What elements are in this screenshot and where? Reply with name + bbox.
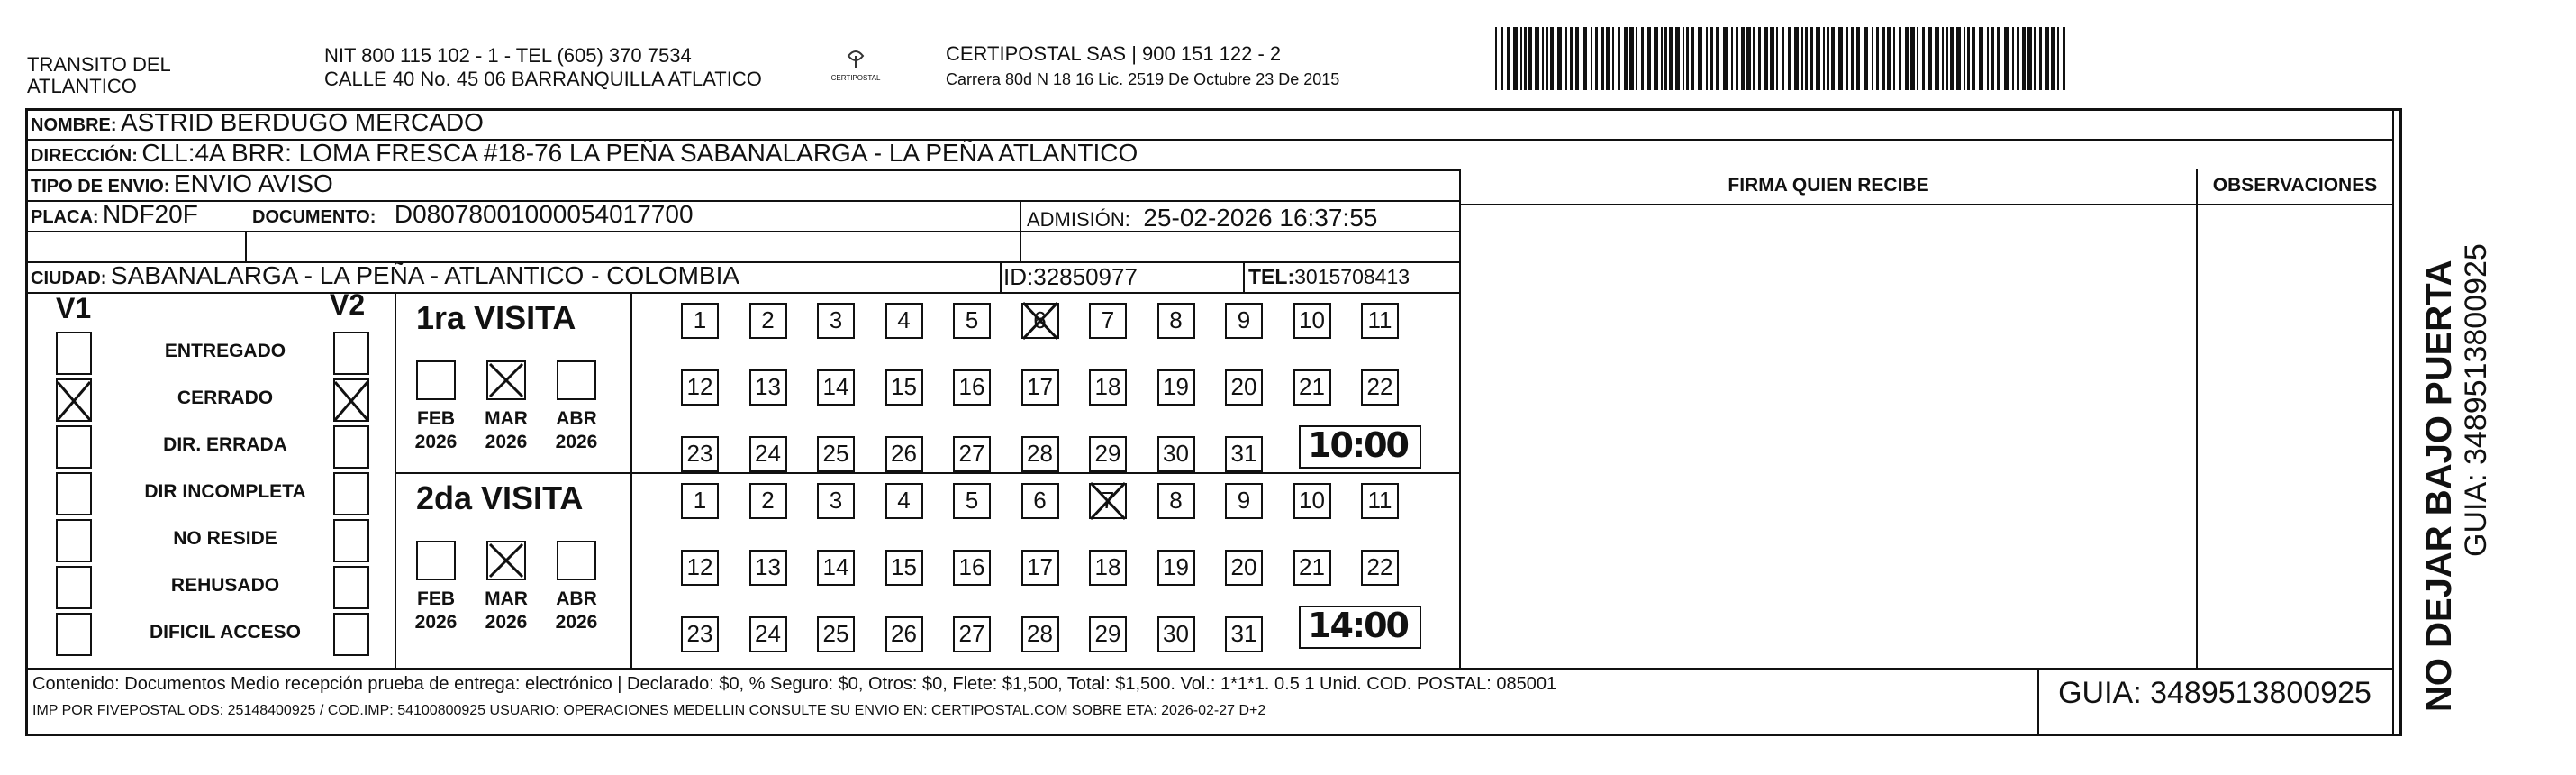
- barcode-bar: [1950, 27, 1954, 90]
- tipo-label: TIPO DE ENVIO:: [31, 177, 170, 196]
- status-v1-checkbox[interactable]: [56, 566, 92, 609]
- day-box[interactable]: 14: [817, 369, 855, 406]
- barcode-bar: [1887, 27, 1891, 90]
- day-box[interactable]: 12: [681, 550, 719, 586]
- barcode-bar: [1810, 27, 1813, 90]
- day-box[interactable]: 6: [1021, 483, 1059, 519]
- observaciones-header: OBSERVACIONES: [2212, 175, 2378, 196]
- day-box[interactable]: 5: [953, 483, 991, 519]
- month-year: 2026: [555, 432, 598, 452]
- placa-label: PLACA:: [31, 207, 99, 227]
- day-box[interactable]: 11: [1361, 483, 1399, 519]
- day-box[interactable]: 25: [817, 616, 855, 652]
- day-box[interactable]: 22: [1361, 369, 1399, 406]
- barcode-bar: [1524, 27, 1527, 90]
- barcode-bar: [2012, 27, 2014, 90]
- barcode-bar: [1851, 27, 1854, 90]
- day-box[interactable]: 24: [749, 616, 787, 652]
- barcode-bar: [1899, 27, 1901, 90]
- barcode-bar: [1905, 27, 1909, 90]
- id-row: [1003, 263, 1138, 291]
- barcode-bar: [1746, 27, 1751, 90]
- barcode-bar: [1618, 27, 1620, 90]
- day-box[interactable]: 4: [885, 483, 923, 519]
- day-box[interactable]: 23: [681, 616, 719, 652]
- day-box[interactable]: 14: [817, 550, 855, 586]
- barcode-bar: [1654, 27, 1658, 90]
- day-box[interactable]: 4: [885, 303, 923, 339]
- day-box[interactable]: 11: [1361, 303, 1399, 339]
- barcode-bar: [1753, 27, 1755, 90]
- day-box[interactable]: 7: [1089, 303, 1127, 339]
- status-v1-checkbox[interactable]: [56, 613, 92, 656]
- barcode-bar: [1629, 27, 1634, 90]
- barcode-bar: [1542, 27, 1544, 90]
- barcode-bar: [1606, 27, 1610, 90]
- nombre-value: ASTRID BERDUGO MERCADO: [121, 108, 484, 136]
- placa-value: NDF20F: [103, 200, 198, 228]
- day-box[interactable]: 28: [1021, 616, 1059, 652]
- status-label: DIFICIL ACCESO: [149, 622, 301, 643]
- barcode-bar: [1495, 27, 1497, 90]
- month-checkbox[interactable]: [557, 541, 596, 580]
- day-box[interactable]: 18: [1089, 550, 1127, 586]
- day-box[interactable]: 20: [1225, 369, 1263, 406]
- status-label: DIR. ERRADA: [163, 434, 287, 455]
- day-box[interactable]: 17: [1021, 550, 1059, 586]
- barcode-bar: [1831, 27, 1835, 90]
- day-box[interactable]: 15: [885, 550, 923, 586]
- admision-value: 25-02-2026 16:37:55: [1143, 204, 1378, 232]
- barcode-bar: [1827, 27, 1829, 90]
- barcode-bar: [2034, 27, 2036, 90]
- day-box[interactable]: 10: [1293, 303, 1331, 339]
- firma-header: FIRMA QUIEN RECIBE: [1728, 175, 1929, 196]
- day-box[interactable]: 29: [1089, 436, 1127, 472]
- month-year: 2026: [485, 612, 528, 633]
- sender-name: TRANSITO DEL ATLANTICO: [27, 53, 170, 97]
- day-box[interactable]: 8: [1157, 483, 1195, 519]
- barcode-bar: [1583, 27, 1587, 90]
- barcode-bar: [1872, 27, 1873, 90]
- status-v2-checkbox[interactable]: [333, 472, 369, 515]
- carrier-name: CERTIPOSTAL SAS | 900 151 122 - 2: [946, 42, 1282, 65]
- day-box[interactable]: 12: [681, 369, 719, 406]
- day-box[interactable]: 10: [1293, 483, 1331, 519]
- observations-area[interactable]: [2200, 207, 2390, 665]
- day-box[interactable]: 30: [1157, 616, 1195, 652]
- barcode-bar: [1788, 27, 1791, 90]
- month-year: 2026: [414, 432, 458, 452]
- barcode-bar: [1928, 27, 1932, 90]
- tipo-row: [31, 169, 333, 198]
- sender-nit: NIT 800 115 102 - 1 - TEL (605) 370 7534: [324, 44, 692, 67]
- barcode-bar: [1997, 27, 2000, 90]
- month-name: ABR: [556, 588, 597, 609]
- id-value: 32850977: [1033, 263, 1138, 290]
- documento-row: [252, 200, 694, 229]
- barcode-bar: [1838, 27, 1843, 90]
- day-box[interactable]: 25: [817, 436, 855, 472]
- day-box[interactable]: 1: [681, 303, 719, 339]
- tel-value: 3015708413: [1294, 265, 1410, 288]
- barcode-bar: [1805, 27, 1808, 90]
- barcode-bar: [1686, 27, 1689, 90]
- barcode-bar: [1575, 27, 1579, 90]
- documento-label: DOCUMENTO:: [252, 207, 376, 227]
- barcode-bar: [1595, 27, 1598, 90]
- day-box[interactable]: 2: [749, 483, 787, 519]
- barcode-bar: [1601, 27, 1604, 90]
- status-v1-checkbox[interactable]: [56, 425, 92, 469]
- documento-value: D08078001000054017700: [394, 200, 694, 228]
- month-checkbox[interactable]: [486, 360, 526, 400]
- day-box[interactable]: 9: [1225, 303, 1263, 339]
- day-box[interactable]: 16: [953, 369, 991, 406]
- tel-label: TEL:: [1248, 265, 1295, 288]
- barcode-bar: [1856, 27, 1860, 90]
- barcode-bar: [1706, 27, 1708, 90]
- barcode-bar: [1801, 27, 1803, 90]
- day-box[interactable]: 27: [953, 436, 991, 472]
- barcode-bar: [1972, 27, 1975, 90]
- day-box[interactable]: 24: [749, 436, 787, 472]
- barcode-bar: [2022, 27, 2026, 90]
- day-box[interactable]: 8: [1157, 303, 1195, 339]
- day-box[interactable]: 3: [817, 483, 855, 519]
- barcode-bar: [1782, 27, 1784, 90]
- admision-label: ADMISIÓN:: [1027, 208, 1130, 231]
- barcode-bar: [1501, 27, 1503, 90]
- barcode-bar: [2027, 27, 2032, 90]
- barcode-bar: [1823, 27, 1825, 90]
- barcode-bar: [1612, 27, 1614, 90]
- day-box[interactable]: 19: [1157, 369, 1195, 406]
- barcode-bar: [1935, 27, 1939, 90]
- barcode-bar: [1736, 27, 1738, 90]
- barcode-bar: [1664, 27, 1667, 90]
- status-v2-checkbox[interactable]: [333, 378, 369, 422]
- id-label: ID:: [1003, 263, 1034, 290]
- day-box[interactable]: 20: [1225, 550, 1263, 586]
- status-v2-checkbox[interactable]: [333, 613, 369, 656]
- day-box[interactable]: 19: [1157, 550, 1195, 586]
- month-checkbox[interactable]: [557, 360, 596, 400]
- barcode-bar: [1917, 27, 1918, 90]
- barcode-bar: [1764, 27, 1768, 90]
- day-box[interactable]: 2: [749, 303, 787, 339]
- barcode-bar: [1565, 27, 1567, 90]
- no-dejar-warning: NO DEJAR BAJO PUERTA: [2419, 260, 2459, 712]
- month-name: MAR: [485, 588, 528, 609]
- barcode-bar: [1570, 27, 1573, 90]
- day-box[interactable]: 1: [681, 483, 719, 519]
- day-box[interactable]: 13: [749, 550, 787, 586]
- barcode-bar: [1550, 27, 1554, 90]
- side-guia: GUIA: 3489513800925: [2459, 243, 2493, 557]
- barcode-bar: [1794, 27, 1799, 90]
- footer-contenido: Contenido: Documentos Medio recepción prueba de entrega: electrónico | Declarado: $0, % Seguro: $0, Otros: $0, Flete: $1,500, Total: $1,500. Vol.: 1*1*1. 0.5 1 Unid. COD. POSTAL: 085001: [32, 674, 1557, 694]
- tel-row: [1248, 265, 1410, 289]
- status-v2-checkbox[interactable]: [333, 425, 369, 469]
- barcode-bar: [1661, 27, 1663, 90]
- barcode-bar: [1946, 27, 1948, 90]
- day-box[interactable]: 31: [1225, 436, 1263, 472]
- day-box[interactable]: 26: [885, 616, 923, 652]
- time-handwritten: 14:00: [1308, 606, 1408, 645]
- barcode-bar: [1741, 27, 1745, 90]
- barcode-bar: [1557, 27, 1562, 90]
- status-v2-checkbox[interactable]: [333, 566, 369, 609]
- logo-text: CERTIPOSTAL: [830, 74, 881, 82]
- month-name: FEB: [417, 588, 455, 609]
- barcode-bar: [1864, 27, 1868, 90]
- barcode-bar: [1669, 27, 1673, 90]
- status-v1-checkbox[interactable]: [56, 332, 92, 375]
- barcode-bar: [1647, 27, 1651, 90]
- barcode-bar: [1535, 27, 1539, 90]
- day-box[interactable]: 17: [1021, 369, 1059, 406]
- barcode-bar: [2063, 27, 2065, 90]
- signature-area[interactable]: [1463, 207, 2194, 665]
- ciudad-row: [31, 261, 739, 290]
- barcode-bar: [1816, 27, 1820, 90]
- nombre-row: [31, 108, 484, 137]
- day-box[interactable]: 27: [953, 616, 991, 652]
- barcode-bar: [1876, 27, 1879, 90]
- ciudad-label: CIUDAD:: [31, 269, 107, 288]
- month-label: [549, 407, 603, 454]
- status-v1-checkbox[interactable]: [56, 519, 92, 562]
- day-box[interactable]: 29: [1089, 616, 1127, 652]
- day-box[interactable]: 26: [885, 436, 923, 472]
- barcode-bar: [1910, 27, 1915, 90]
- barcode-bar: [1758, 27, 1761, 90]
- month-label: [409, 588, 463, 634]
- status-label: REHUSADO: [170, 575, 280, 596]
- barcode-graphic: [1495, 27, 2072, 90]
- admision-row: [1027, 204, 1377, 232]
- day-box[interactable]: 6: [1021, 303, 1059, 339]
- ciudad-value: SABANALARGA - LA PEÑA - ATLANTICO - COLOMBIA: [110, 261, 740, 289]
- barcode-bar: [2017, 27, 2019, 90]
- status-label: DIR INCOMPLETA: [144, 481, 306, 502]
- barcode-bar: [1675, 27, 1680, 90]
- barcode-bar: [1624, 27, 1628, 90]
- day-box[interactable]: 13: [749, 369, 787, 406]
- month-checkbox[interactable]: [416, 360, 456, 400]
- barcode-bar: [1528, 27, 1532, 90]
- nombre-label: NOMBRE:: [31, 115, 117, 135]
- barcode-bar: [1716, 27, 1719, 90]
- status-label: ENTREGADO: [164, 341, 286, 361]
- barcode-bar: [1520, 27, 1522, 90]
- barcode-bar: [1691, 27, 1694, 90]
- direccion-label: DIRECCIÓN:: [31, 146, 138, 166]
- day-box[interactable]: 31: [1225, 616, 1263, 652]
- day-box[interactable]: 28: [1021, 436, 1059, 472]
- placa-row: [31, 200, 198, 229]
- month-name: FEB: [417, 408, 455, 429]
- sender-address: CALLE 40 No. 45 06 BARRANQUILLA ATLATICO: [324, 68, 762, 90]
- month-label: [549, 588, 603, 634]
- month-year: 2026: [485, 432, 528, 452]
- day-box[interactable]: 21: [1293, 369, 1331, 406]
- barcode-bar: [2057, 27, 2059, 90]
- barcode-bar: [1710, 27, 1713, 90]
- direccion-row: [31, 139, 1138, 168]
- barcode: [1495, 27, 2072, 90]
- v1-header: V1: [56, 292, 92, 324]
- status-v1-checkbox[interactable]: [56, 378, 92, 422]
- barcode-bar: [1731, 27, 1733, 90]
- barcode-bar: [1942, 27, 1944, 90]
- barcode-bar: [1683, 27, 1684, 90]
- barcode-bar: [1893, 27, 1895, 90]
- barcode-bar: [1987, 27, 1989, 90]
- tipo-value: ENVIO AVISO: [173, 169, 333, 197]
- barcode-bar: [1882, 27, 1885, 90]
- day-box[interactable]: 16: [953, 550, 991, 586]
- barcode-bar: [1922, 27, 1925, 90]
- barcode-bar: [1956, 27, 1961, 90]
- barcode-bar: [2045, 27, 2049, 90]
- month-label: [479, 407, 533, 454]
- day-box[interactable]: 23: [681, 436, 719, 472]
- visit-title: 2da VISITA: [416, 479, 584, 516]
- status-label: CERRADO: [177, 388, 274, 408]
- barcode-bar: [1546, 27, 1548, 90]
- day-box[interactable]: 22: [1361, 550, 1399, 586]
- status-v2-checkbox[interactable]: [333, 332, 369, 375]
- status-v1-checkbox[interactable]: [56, 472, 92, 515]
- day-box[interactable]: 7: [1089, 483, 1127, 519]
- barcode-bar: [1964, 27, 1965, 90]
- direccion-value: CLL:4A BRR: LOMA FRESCA #18-76 LA PEÑA SABANALARGA - LA PEÑA ATLANTICO: [141, 139, 1138, 167]
- barcode-bar: [1507, 27, 1510, 90]
- barcode-bar: [2004, 27, 2009, 90]
- barcode-bar: [1967, 27, 1970, 90]
- footer-imp: IMP POR FIVEPOSTAL ODS: 25148400925 / COD.IMP: 54100800925 USUARIO: OPERACIONES MEDELLIN CONSULTE SU ENVIO EN: CERTIPOSTAL.COM SOBRE ETA: 2026-02-27 D+2: [32, 703, 1266, 718]
- month-label: [409, 407, 463, 454]
- visit-title: 1ra VISITA: [416, 299, 576, 336]
- status-v2-checkbox[interactable]: [333, 519, 369, 562]
- day-box[interactable]: 5: [953, 303, 991, 339]
- day-box[interactable]: 30: [1157, 436, 1195, 472]
- barcode-bar: [1979, 27, 1983, 90]
- barcode-bar: [1591, 27, 1592, 90]
- barcode-bar: [1846, 27, 1848, 90]
- month-year: 2026: [414, 612, 458, 633]
- month-name: ABR: [556, 408, 597, 429]
- barcode-bar: [1776, 27, 1778, 90]
- barcode-bar: [1723, 27, 1728, 90]
- barcode-bar: [2039, 27, 2042, 90]
- barcode-bar: [1636, 27, 1637, 90]
- barcode-bar: [1513, 27, 1518, 90]
- footer-guia: GUIA: 3489513800925: [2058, 676, 2372, 710]
- carrier-license: Carrera 80d N 18 16 Lic. 2519 De Octubre 23 De 2015: [946, 70, 1340, 88]
- day-box[interactable]: 21: [1293, 550, 1331, 586]
- barcode-bar: [1770, 27, 1774, 90]
- certipostal-logo: [829, 43, 883, 88]
- time-handwritten: 10:00: [1308, 425, 1408, 465]
- barcode-bar: [2051, 27, 2055, 90]
- day-box[interactable]: 3: [817, 303, 855, 339]
- barcode-bar: [1991, 27, 1994, 90]
- day-box[interactable]: 9: [1225, 483, 1263, 519]
- month-checkbox[interactable]: [416, 541, 456, 580]
- month-checkbox[interactable]: [486, 541, 526, 580]
- day-box[interactable]: 18: [1089, 369, 1127, 406]
- status-label: NO RESIDE: [173, 528, 277, 549]
- month-label: [479, 588, 533, 634]
- month-name: MAR: [485, 408, 528, 429]
- barcode-bar: [1641, 27, 1644, 90]
- month-year: 2026: [555, 612, 598, 633]
- day-box[interactable]: 15: [885, 369, 923, 406]
- barcode-bar: [1698, 27, 1702, 90]
- v2-header: V2: [330, 288, 366, 321]
